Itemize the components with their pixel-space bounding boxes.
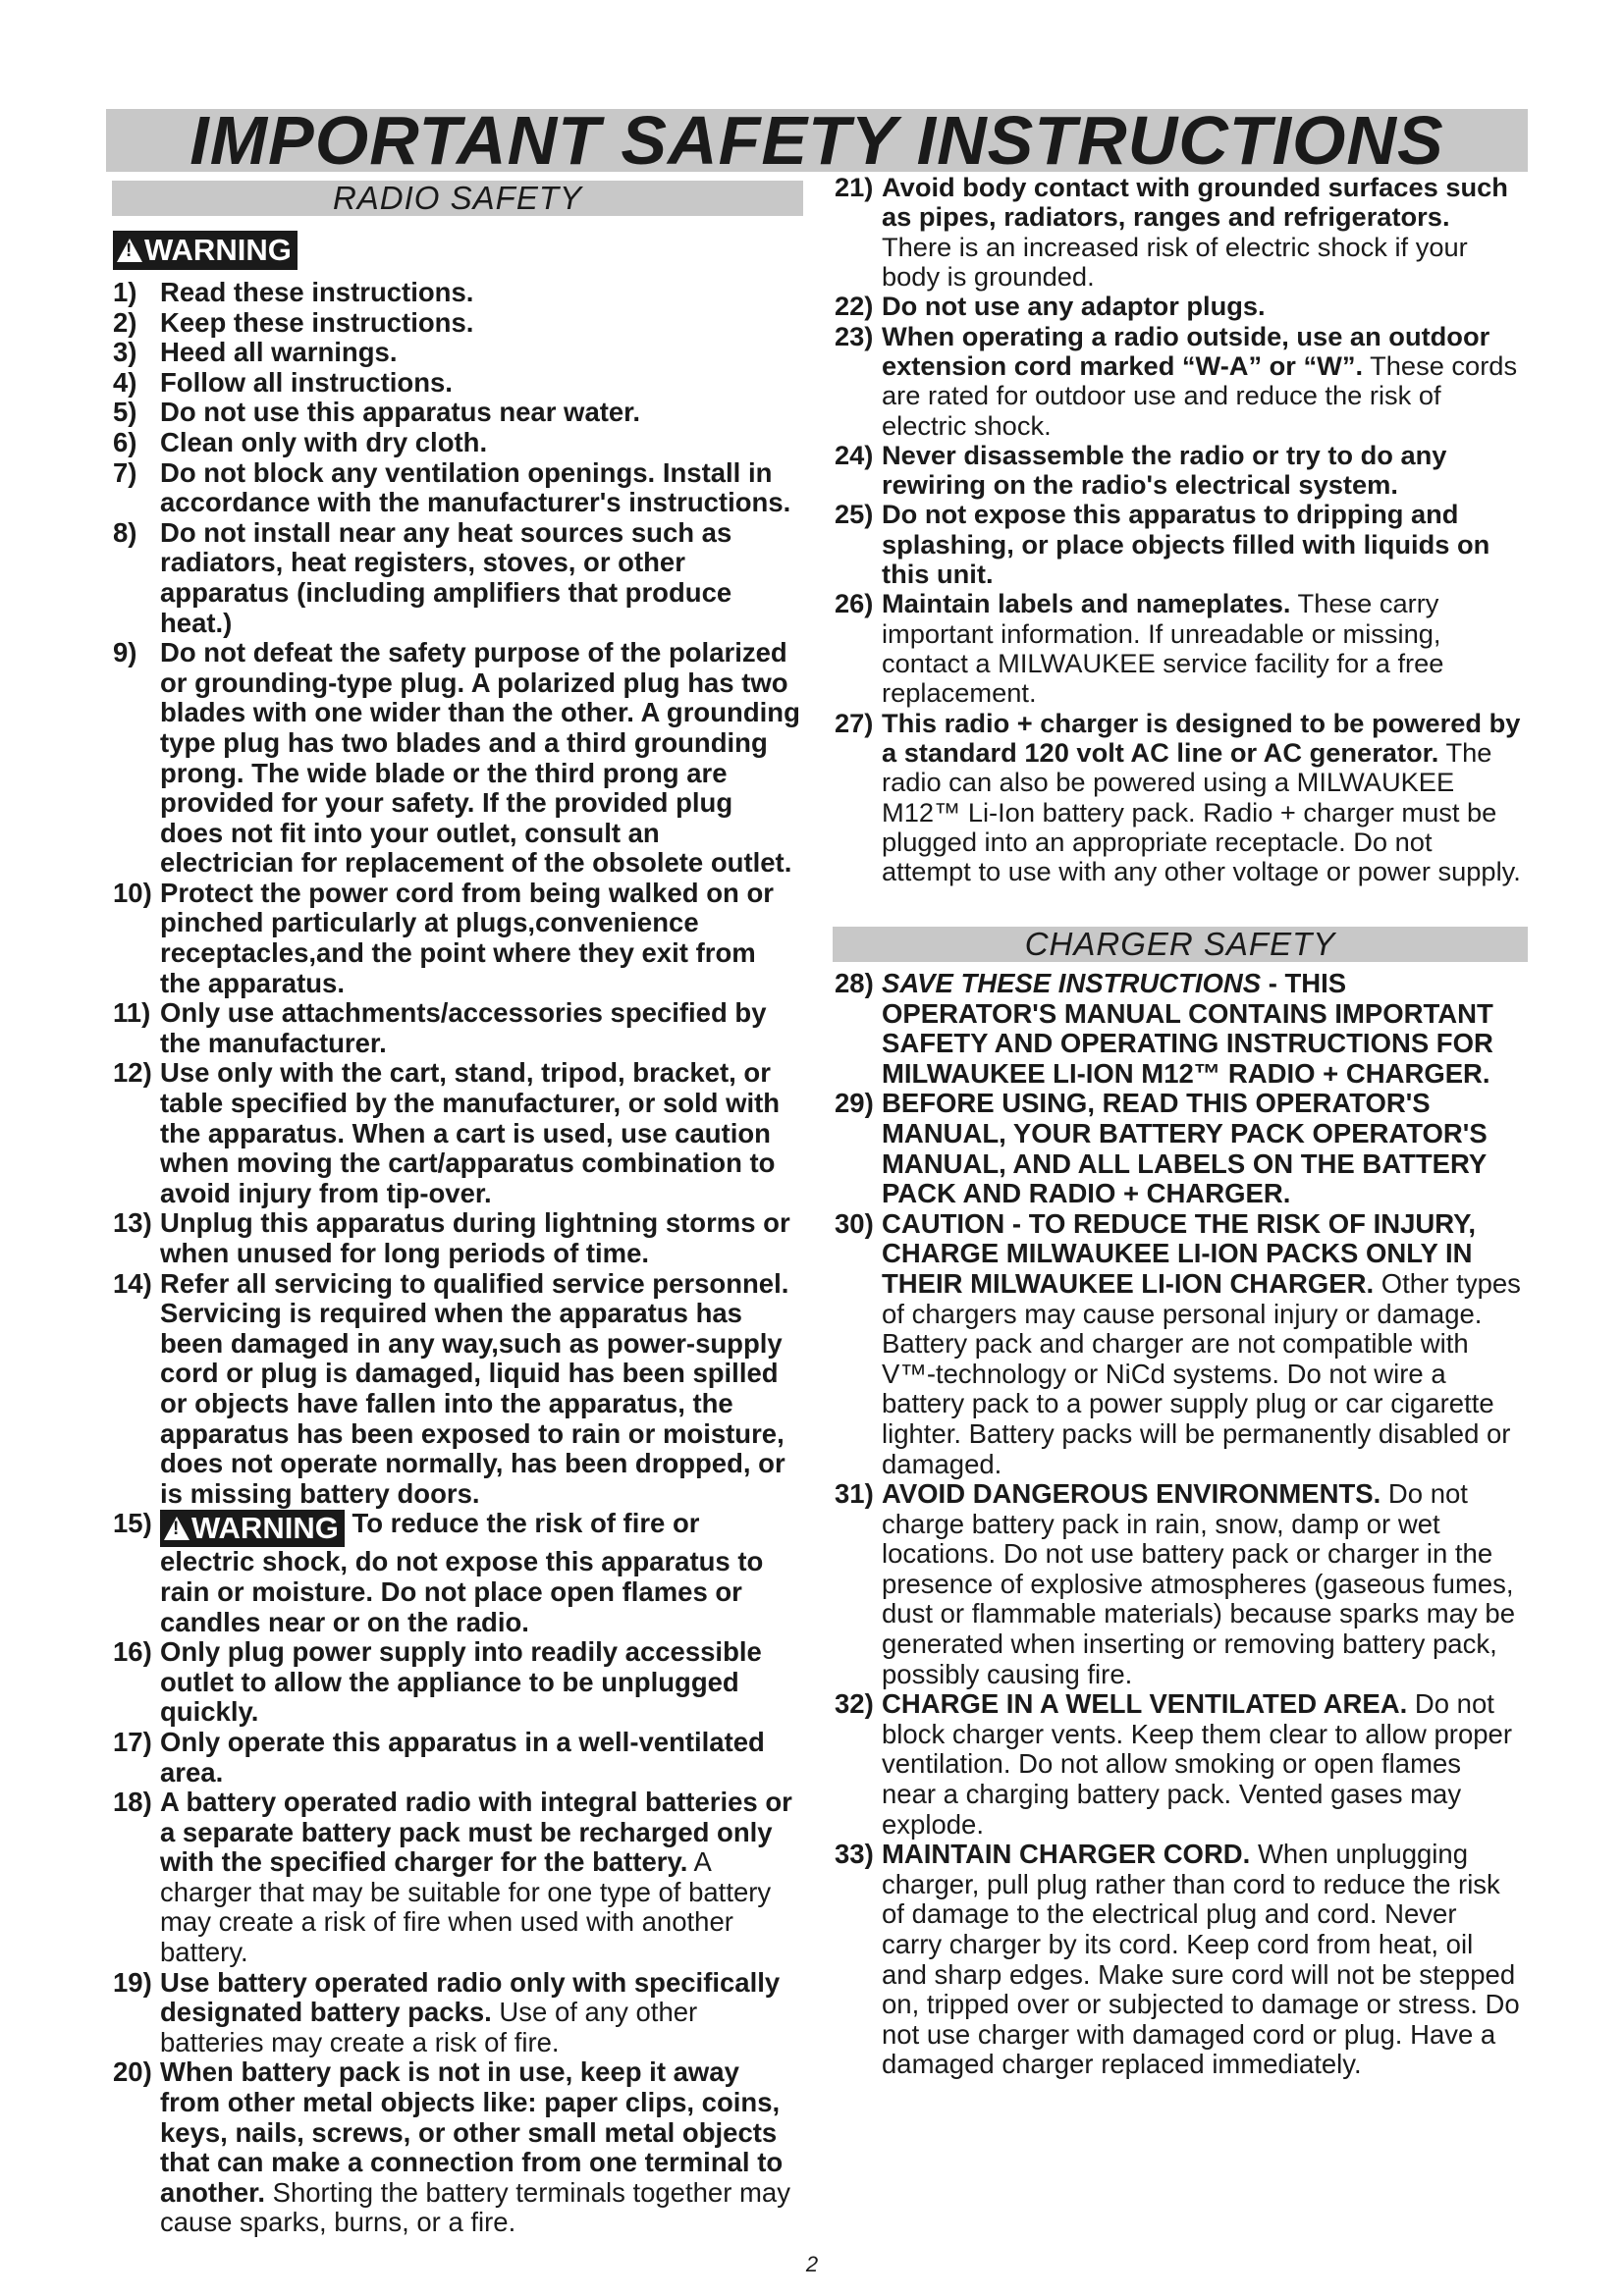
item-bold-text: Unplug this apparatus during lightning storms or when unused for long periods of time. [160,1207,790,1268]
item-number: 13) [113,1207,152,1239]
list-item [835,969,1522,1089]
item-bold-text: MAINTAIN CHARGER CORD. [882,1839,1251,1870]
item-bold-text: Only use attachments/accessories specified by the manufacturer. [160,997,767,1058]
item-text: The radio can also be powered using a MILWAUKEE M12™ Li-Ion battery pack. Radio + charger must be plugged into an appropriate receptacle. Do not attempt to use with any other voltage or power supply. [882,736,1521,887]
item-number: 5) [113,397,137,428]
item-bold-text: Use battery operated radio only with specifically designated battery packs. [160,1966,781,2028]
item-number: 26) [835,588,874,619]
item-number: 33) [835,1839,874,1870]
item-number: 30) [835,1207,874,1239]
list-item [113,1058,800,1208]
item-bold-text: Do not expose this apparatus to dripping and splashing, or place objects filled with liquids on this unit. [882,499,1490,590]
item-number: 21) [835,172,874,202]
list-item [113,458,800,518]
list-item [113,2057,800,2238]
list-item [835,500,1522,589]
list-item [113,638,800,879]
warning-badge [113,231,298,270]
list-item [113,518,800,638]
item-text: Other types of chargers may cause personal injury or damage. Battery pack and charger are not compatible with V™-technology or NiCd systems. Do not wire a battery pack to a power supply plug or car cigarette lighter. Battery packs will be permanently disabled or damaged. [882,1267,1521,1479]
item-number: 23) [835,320,874,351]
item-bold-text: Do not block any ventilation openings. Install in accordance with the manufacturer's instructions. [160,456,791,518]
item-bold-text: Maintain labels and nameplates. [882,588,1291,619]
list-item [113,278,800,308]
warning-triangle-icon [164,1517,189,1540]
item-text: Shorting the battery terminals together may cause sparks, burns, or a fire. [160,2176,790,2238]
item-number: 20) [113,2056,152,2088]
list-item [113,1968,800,2058]
item-number: 17) [113,1726,152,1757]
list-item [835,1089,1522,1208]
item-bold-text: CAUTION - TO REDUCE THE RISK OF INJURY, CHARGE MILWAUKEE LI-ION PACKS ONLY IN THEIR MILWAUKEE LI-ION CHARGER. [882,1207,1477,1299]
list-item [835,173,1522,292]
item-number: 12) [113,1057,152,1089]
item-bold-text: Protect the power cord from being walked on or pinched particularly at plugs,convenience receptacles,and the point where they exit from the apparatus. [160,877,774,998]
item-number: 8) [113,516,137,548]
list-item [113,1269,800,1510]
item-bold-text: To reduce the risk of fire or electric shock, do not expose this apparatus to rain or moisture. Do not place open flames or candles near or on the radio. [160,1508,764,1637]
left-column [113,278,800,2238]
item-bold-text: Avoid body contact with grounded surfaces such as pipes, radiators, ranges and refrigerators. [882,172,1508,233]
item-bold-text: A battery operated radio with integral batteries or a separate battery pack must be recharged only with the specified charger for the battery. [160,1787,792,1878]
right-column [835,173,1522,887]
list-item [113,879,800,998]
list-item [835,1689,1522,1840]
warning-label: WARNING [191,1511,339,1546]
list-item [835,589,1522,708]
item-number: 10) [113,877,152,908]
item-bold-text: When operating a radio outside, use an outdoor extension cord marked “W-A” or “W”. [882,320,1490,381]
item-bold-text: AVOID DANGEROUS ENVIRONMENTS. [882,1478,1381,1510]
item-number: 28) [835,968,874,998]
item-bold-text: When battery pack is not in use, keep it away from other metal objects like: paper clips, coins, keys, nails, screws, or other small metal objects that can make a connection from one terminal to another. [160,2056,784,2208]
item-bold-text: Do not install near any heat sources such as radiators, heat registers, stoves, or other apparatus (including amplifiers that produce heat.) [160,516,732,638]
item-number: 25) [835,499,874,530]
item-text: A charger that may be suitable for one type of battery may create a risk of fire when used with another battery. [160,1846,772,1968]
item-number: 3) [113,337,137,368]
item-bold-text: Refer all servicing to qualified service personnel. Servicing is required when the apparatus has been damaged in any way,such as power-supply cord or plug is damaged, liquid has been spilled or objects have fallen into the apparatus, the apparatus has been exposed to rain or moisture, does not operate normally, has been dropped, or is missing battery doors. [160,1267,789,1509]
item-number: 1) [113,277,137,307]
list-item [835,1479,1522,1689]
item-bold-text: Only plug power supply into readily accessible outlet to allow the appliance to be unplugged quickly. [160,1636,762,1728]
item-bold-text: BEFORE USING, READ THIS OPERATOR'S MANUAL, YOUR BATTERY PACK OPERATOR'S MANUAL, AND ALL LABELS ON THE BATTERY PACK AND RADIO + CHARGER. [882,1088,1488,1209]
item-number: 4) [113,366,137,398]
list-item [113,398,800,428]
item-number: 19) [113,1966,152,1998]
item-number: 14) [113,1267,152,1299]
charger-safety-title: CHARGER SAFETY [1024,926,1336,962]
item-number: 15) [113,1508,152,1539]
list-item [113,1208,800,1268]
item-bold-text: Do not use this apparatus near water. [160,397,641,428]
page-title: IMPORTANT SAFETY INSTRUCTIONS [189,102,1444,179]
item-number: 6) [113,426,137,457]
radio-safety-title: RADIO SAFETY [332,180,583,216]
item-number: 27) [835,707,874,738]
list-item [113,308,800,339]
item-number: 2) [113,306,137,338]
item-text: Do not charge battery pack in rain, snow, damp or wet locations. Do not use battery pack or charger in the presence of explosive atmospheres (gaseous fumes, dust or flammable materials) because sparks may be generated when inserting or removing battery pack, possibly causing fire. [882,1478,1515,1689]
list-item [835,1209,1522,1479]
list-item [835,709,1522,887]
list-item [113,1509,800,1637]
item-bold-text: Only operate this apparatus in a well-ventilated area. [160,1726,765,1788]
item-text: These carry important information. If unreadable or missing, contact a MILWAUKEE service facility for a free replacement. [882,588,1444,709]
item-text: Do not block charger vents. Keep them clear to allow proper ventilation. Do not allow smoking or open flames near a charging battery pack. Vented gases may explode. [882,1688,1512,1840]
list-item [835,441,1522,501]
list-item [113,1637,800,1728]
item-number: 22) [835,291,874,322]
warning-badge [160,1510,345,1547]
item-bold-text: Do not defeat the safety purpose of the polarized or grounding-type plug. A polarized plug has two blades with one wider than the other. A grounding type plug has two blades and a third grounding prong. The wide blade or the third prong are provided for your safety. If the provided plug does not fit into your outlet, consult an electrician for replacement of the obsolete outlet. [160,637,800,879]
item-text: Use of any other batteries may create a risk of fire. [160,1997,698,2057]
item-text: There is an increased risk of electric shock if your body is grounded. [882,231,1468,292]
item-number: 24) [835,439,874,470]
item-bold-text: Do not use any adaptor plugs. [882,291,1266,322]
item-bold-text: Read these instructions. [160,277,474,307]
warning-triangle-icon [117,239,142,262]
item-number: 18) [113,1787,152,1818]
list-item [113,368,800,399]
item-text: When unplugging charger, pull plug rather than cord to reduce the risk of damage to the electrical plug and cord. Never carry charger by its cord. Keep cord from heat, oil and sharp edges. Make sure cord will not be stepped on, tripped over or subjected to damage or stress. Do not use charger with damaged cord or plug. Have a damaged charger replaced immediately. [882,1839,1520,2080]
item-number: 32) [835,1688,874,1720]
list-item [113,1728,800,1788]
item-bold-text: - THIS OPERATOR'S MANUAL CONTAINS IMPORTANT SAFETY AND OPERATING INSTRUCTIONS FOR MILWAUKEE LI-ION M12™ RADIO + CHARGER. [882,968,1493,1089]
charger-column [835,969,1522,2080]
item-italic-text: SAVE THESE INSTRUCTIONS [882,968,1262,998]
warning-label: WARNING [144,233,292,267]
list-item [113,1788,800,1968]
item-number: 29) [835,1088,874,1119]
page-number: 2 [805,2252,819,2276]
item-number: 9) [113,637,137,668]
list-item [835,292,1522,321]
item-bold-text: This radio + charger is designed to be powered by a standard 120 volt AC line or AC generator. [882,707,1521,768]
item-text: These cords are rated for outdoor use and reduce the risk of electric shock. [882,349,1518,441]
list-item [835,1840,1522,2080]
list-item [835,322,1522,441]
list-item [113,338,800,368]
item-bold-text: Heed all warnings. [160,337,398,368]
item-bold-text: Follow all instructions. [160,366,453,398]
item-number: 31) [835,1478,874,1510]
item-number: 16) [113,1636,152,1668]
list-item [113,428,800,458]
list-item [113,998,800,1058]
item-bold-text: CHARGE IN A WELL VENTILATED AREA. [882,1688,1408,1720]
item-number: 7) [113,456,137,488]
item-bold-text: Never disassemble the radio or try to do any rewiring on the radio's electrical system. [882,439,1447,501]
item-number: 11) [113,997,151,1029]
item-bold-text: Keep these instructions. [160,306,474,338]
item-bold-text: Clean only with dry cloth. [160,426,488,457]
item-bold-text: Use only with the cart, stand, tripod, bracket, or table specified by the manufacturer, or sold with the apparatus. When a cart is used, use caution when moving the cart/apparatus combination to avoid injury from tip-over. [160,1057,781,1208]
